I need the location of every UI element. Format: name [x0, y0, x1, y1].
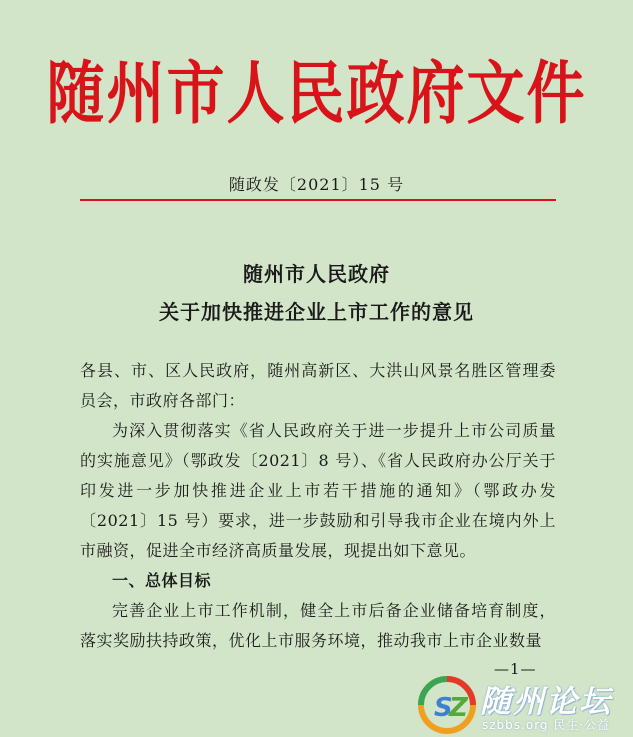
watermark-name: 随州论坛	[480, 684, 612, 720]
watermark-logo	[418, 672, 633, 737]
page-number: —1—	[494, 660, 537, 678]
document-body	[80, 356, 556, 656]
title-line-2: 关于加快推进企业上市工作的意见	[159, 300, 474, 324]
svg-text:S: S	[434, 693, 453, 723]
svg-text:Z: Z	[449, 693, 468, 723]
document-number: 随政发〔2021〕15 号	[228, 175, 405, 194]
addressee-paragraph: 各县、市、区人民政府，随州高新区、大洪山风景名胜区管理委员会，市政府各部门：	[80, 361, 556, 410]
watermark-subtitle: szbbs.org 民生·公益	[482, 718, 611, 732]
section-1-paragraph: 完善企业上市工作机制，健全上市后备企业储备培育制度，落实奖励扶持政策，优化上市服务环境，推动我市上市企业数量	[80, 601, 556, 650]
red-divider-line	[80, 199, 556, 201]
forum-logo-icon	[418, 676, 476, 734]
intro-paragraph: 为深入贯彻落实《省人民政府关于进一步提升上市公司质量的实施意见》（鄂政发〔2021〕8 号）、《省人民政府办公厅关于印发进一步加快推进企业上市若干措施的通知》（鄂政办发〔2021〕15 号）要求，进一步鼓励和引导我市企业在境内外上市融资，促进全市经济高质量发展，现提出如下意见。	[80, 421, 556, 560]
title-line-1: 随州市人民政府	[243, 262, 390, 286]
section-heading-1: 一、总体目标	[112, 571, 212, 590]
red-header-title: 随州市人民政府文件	[46, 53, 587, 134]
